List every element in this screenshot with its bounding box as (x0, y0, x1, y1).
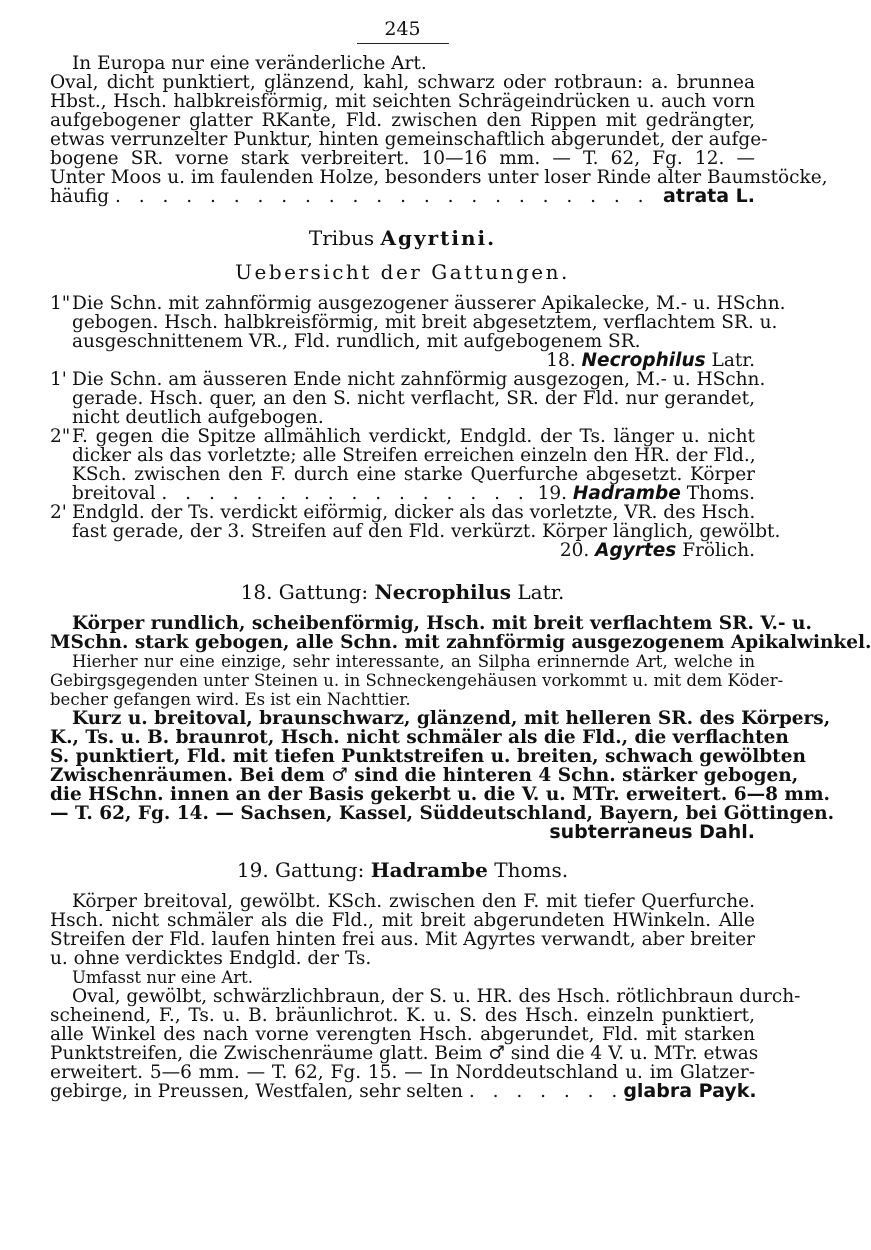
genus-note: becher gefangen wird. Es ist ein Nachttier. (50, 690, 411, 709)
key-line: gebogen. Hsch. halbkreisförmig, mit breit abgesetztem, verflachtem SR. u. (72, 312, 778, 333)
genus-description: Hsch. nicht schmäler als die Fld., mit breit abgerundeten HWinkeln. Alle (50, 910, 755, 931)
genus-heading: 18. Gattung: Necrophilus Latr. (240, 580, 565, 604)
genus-note: Umfasst nur eine Art. (72, 968, 254, 987)
leader-dots: . . . . . . . . . . . . . . . . (161, 483, 530, 504)
overview-heading: Uebersicht der Gattungen. (235, 260, 570, 284)
genus-key (50, 293, 786, 561)
genus-note: Hierher nur eine einzige, sehr interessante, an Silpha erinnernde Art, welche in (72, 652, 755, 671)
intro-line: Oval, dicht punktiert, glänzend, kahl, schwarz oder rotbraun: a. brunnea (50, 72, 755, 93)
key-line: dicker als das vorletzte; alle Streifen erreichen einzeln den HR. der Fld., (72, 445, 756, 466)
species-description: S. punktiert, Fld. mit tiefen Punktstreifen u. breiten, schwach gewölbten (50, 746, 806, 767)
genus-description: Streifen der Fld. laufen hinten frei aus. Mit Agyrtes verwandt, aber breiter (50, 929, 755, 950)
species-description: K., Ts. u. B. braunrot, Hsch. nicht schmäler als die Fld., die verflachten (50, 727, 789, 748)
species-description: Kurz u. breitoval, braunschwarz, glänzend, mit helleren SR. des Körpers, (72, 708, 831, 729)
key-label: 1' (50, 369, 67, 390)
key-line: KSch. zwischen den F. durch eine starke Querfurche abgesetzt. Körper (72, 464, 755, 485)
genus-description: MSchn. stark gebogen, alle Schn. mit zahnförmig ausgezogenem Apikalwinkel. (50, 632, 871, 653)
tribus-name: Agyrtini. (380, 226, 497, 250)
page (50, 18, 871, 1102)
key-label: 2' (50, 502, 67, 523)
key-line: ausgeschnittenem VR., Fld. rundlich, mit aufgebogenem SR. (72, 331, 641, 352)
key-line: gerade. Hsch. quer, an den S. nicht verflacht, SR. der Fld. nur gerandet, (72, 388, 755, 409)
species-name: atrata L. (663, 185, 755, 207)
key-line: fast gerade, der 3. Streifen auf den Fld. verkürzt. Körper länglich, gewölbt. (72, 521, 781, 542)
intro-block (50, 53, 828, 207)
genus-heading: 19. Gattung: Hadrambe Thoms. (236, 858, 569, 882)
species-description: erweitert. 5—6 mm. — T. 62, Fg. 15. — In Norddeutschland u. im Glatzer- (50, 1062, 755, 1083)
intro-line: Hbst., Hsch. halbkreisförmig, mit seichten Schrägeindrücken u. auch vorn (50, 91, 755, 112)
genus-description: Körper breitoval, gewölbt. KSch. zwischen den F. mit tiefer Querfurche. (72, 891, 755, 912)
intro-line: etwas verrunzelter Punktur, hinten gemeinschaftlich abgerundet, der aufge- (50, 129, 768, 150)
species-description: Punktstreifen, die Zwischenräume glatt. Beim ♂ sind die 4 V. u. MTr. etwas (50, 1043, 759, 1064)
genus-name: Hadrambe (572, 483, 681, 504)
genus-name: Agyrtes (595, 540, 677, 561)
genus-note: Gebirgsgegenden unter Steinen u. in Schneckengehäusen vorkommt u. mit dem Köder- (50, 671, 784, 690)
key-result: 18. Necrophilus Latr. (546, 350, 755, 371)
key-line: nicht deutlich aufgebogen. (72, 407, 324, 428)
genus-name: Necrophilus (581, 350, 706, 371)
page-number: 245 (384, 18, 421, 40)
intro-last-line (50, 187, 755, 206)
leader-dots: . . . . . . . (468, 1081, 624, 1102)
species-line (50, 823, 755, 842)
species-description: scheinend, F., Ts. u. B. bräunlichrot. K. u. S. des Hsch. einzeln punktiert, (50, 1005, 755, 1026)
genus-description: u. ohne verdicktes Endgld. der Ts. (50, 948, 372, 969)
genus-name: Necrophilus (374, 580, 512, 604)
intro-line: In Europa nur eine veränderliche Art. (72, 53, 427, 74)
genus-18-section (50, 580, 871, 843)
species-description: Oval, gewölbt, schwärzlichbraun, der S. u. HR. des Hsch. rötlichbraun durch- (72, 986, 801, 1007)
key-line: 1' Die Schn. am äusseren Ende nicht zahnförmig ausgezogen, M.- u. HSchn. (50, 369, 766, 390)
genus-19-section (50, 858, 801, 1102)
tribus-heading (50, 226, 755, 250)
species-description: die HSchn. innen an der Basis gekerbt u. die V. u. MTr. erweitert. 6—8 mm. (50, 784, 830, 805)
tribus-prefix: Tribus (308, 226, 375, 250)
key-label: 1" (50, 293, 71, 314)
intro-last-text: häufig (50, 186, 110, 207)
species-description: — T. 62, Fg. 14. — Sachsen, Kassel, Süddeutschland, Bayern, bei Göttingen. (50, 803, 835, 824)
intro-line: Unter Moos u. im faulenden Holze, besonders unter loser Rinde alter Baumstöcke, (50, 167, 828, 188)
genus-name: Hadrambe (370, 858, 488, 882)
key-line: 2"F. gegen die Spitze allmählich verdickt, Endgld. der Ts. länger u. nicht (50, 426, 755, 447)
key-result-line: breitoval . . . . . . . . . . . . . . . . 19. Hadrambe Thoms. (72, 483, 755, 504)
species-description: Zwischenräumen. Bei dem ♂ sind die hinteren 4 Schn. stärker gebogen, (50, 765, 799, 786)
intro-line: aufgebogener glatter RKante, Fld. zwischen den Rippen mit gedrängter, (50, 110, 755, 131)
leader-dots: . . . . . . . . . . . . . . . . . . . . . . . (114, 186, 650, 207)
key-label: 2" (50, 426, 71, 447)
key-line: 2' Endgld. der Ts. verdickt eiförmig, dicker als das vorletzte, VR. des Hsch. (50, 502, 756, 523)
species-name: glabra Payk. (623, 1080, 757, 1102)
intro-line: bogene SR. vorne stark verbreitert. 10—16 mm. — T. 62, Fg. 12. — (50, 148, 755, 169)
species-description: alle Winkel des nach vorne verengten Hsch. abgerundet, Fld. mit starken (50, 1024, 755, 1045)
species-name: subterraneus Dahl. (549, 821, 755, 843)
species-last-line: gebirge, in Preussen, Westfalen, sehr selten . . . . . . . glabra Payk. (50, 1080, 757, 1102)
key-line: 1"Die Schn. mit zahnförmig ausgezogener äusserer Apikalecke, M.- u. HSchn. (50, 293, 786, 314)
key-result: 20. Agyrtes Frölich. (559, 540, 755, 561)
genus-description: Körper rundlich, scheibenförmig, Hsch. mit breit verflachtem SR. V.- u. (72, 613, 812, 634)
